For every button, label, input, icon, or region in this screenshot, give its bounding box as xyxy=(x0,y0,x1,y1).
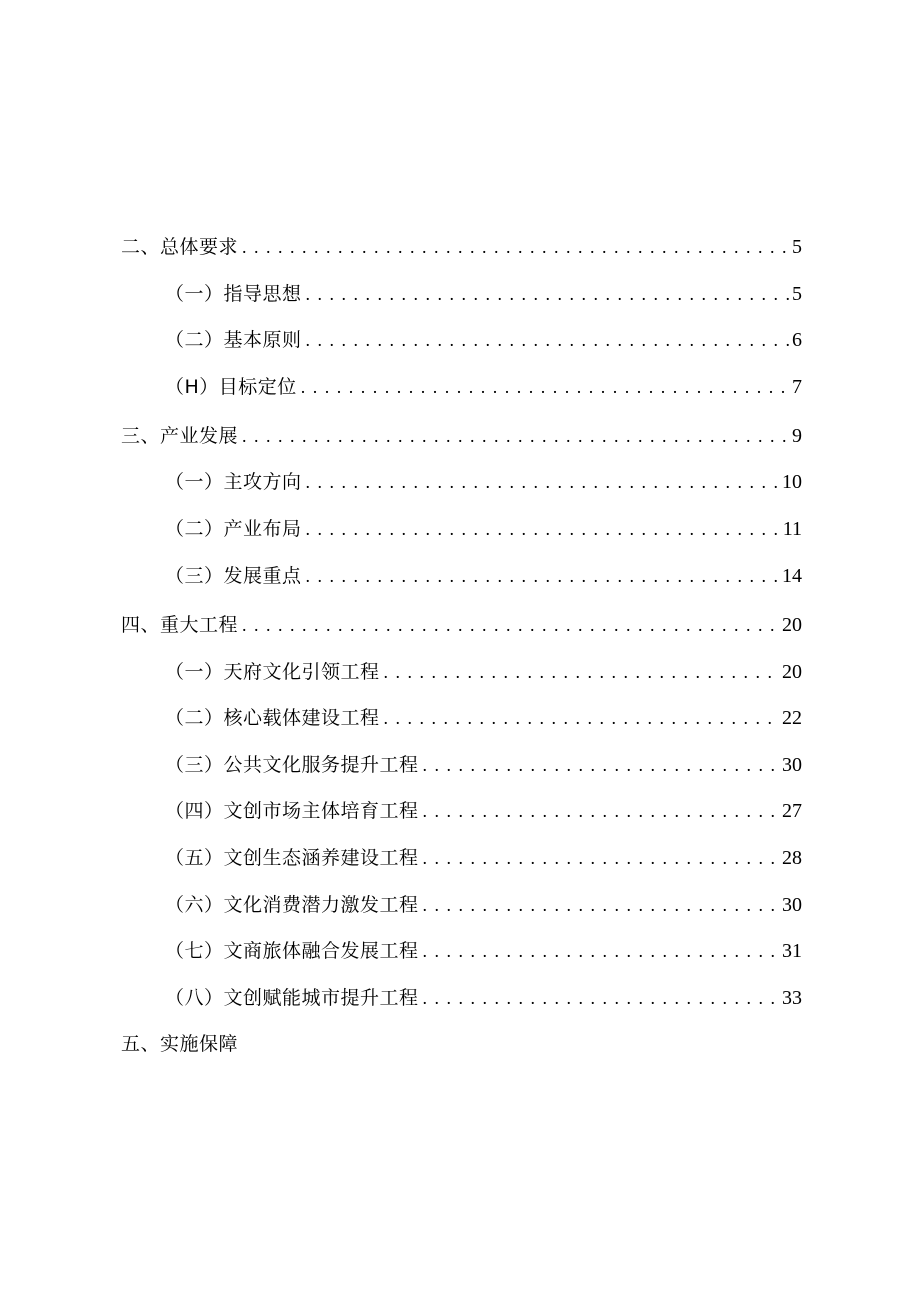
toc-entry-page: 5 xyxy=(792,236,802,258)
toc-dot-leader xyxy=(423,843,779,873)
toc-entry[interactable] xyxy=(165,843,802,873)
toc-entry-page: 20 xyxy=(782,661,802,683)
toc-dot-leader xyxy=(384,657,779,687)
toc-entry-page: 7 xyxy=(792,376,802,398)
toc-entry[interactable] xyxy=(165,796,802,826)
toc-entry-page: 22 xyxy=(782,707,802,729)
toc-entry-page: 30 xyxy=(782,754,802,776)
toc-entry[interactable] xyxy=(121,1029,238,1059)
toc-dot-leader xyxy=(306,467,779,497)
toc-entry-title: （五）文创生态涵养建设工程 xyxy=(165,847,419,869)
toc-entry-title: 四、重大工程 xyxy=(121,614,239,636)
toc-entry-title: （H）目标定位 xyxy=(165,376,297,398)
toc-entry-page: 5 xyxy=(792,283,802,305)
toc-entry-title: （七）文商旅体融合发展工程 xyxy=(165,940,419,962)
toc-entry-page: 9 xyxy=(792,425,802,447)
toc-dot-leader xyxy=(384,703,779,733)
toc-dot-leader xyxy=(306,325,789,355)
toc-entry-page: 10 xyxy=(782,471,802,493)
toc-entry-page: 11 xyxy=(782,518,802,540)
toc-entry-title: （二）基本原则 xyxy=(165,329,302,351)
toc-entry-title: （三）发展重点 xyxy=(165,565,302,587)
toc-entry-title: （八）文创赋能城市提升工程 xyxy=(165,987,419,1009)
toc-entry[interactable] xyxy=(165,279,802,309)
toc-entry[interactable] xyxy=(165,703,802,733)
toc-entry[interactable] xyxy=(165,467,802,497)
toc-entry-title: （二）产业布局 xyxy=(165,518,302,540)
toc-entry[interactable] xyxy=(165,561,802,591)
toc-dot-leader xyxy=(242,421,789,451)
toc-dot-leader xyxy=(423,936,779,966)
toc-entry-title: （四）文创市场主体培育工程 xyxy=(165,800,419,822)
toc-dot-leader xyxy=(423,750,779,780)
toc-dot-leader xyxy=(306,561,779,591)
toc-entry[interactable] xyxy=(165,983,802,1013)
toc-entry[interactable] xyxy=(121,421,802,451)
toc-entry-title: （一）天府文化引领工程 xyxy=(165,661,380,683)
toc-entry-page: 14 xyxy=(782,565,802,587)
toc-entry-title: 二、总体要求 xyxy=(121,236,239,258)
toc-entry-page: 6 xyxy=(792,329,802,351)
toc-dot-leader xyxy=(423,983,779,1013)
toc-entry-page: 31 xyxy=(782,940,802,962)
toc-entry-title: 五、实施保障 xyxy=(121,1033,239,1055)
toc-dot-leader xyxy=(306,279,789,309)
toc-dot-leader xyxy=(242,610,779,640)
toc-entry[interactable] xyxy=(165,657,802,687)
toc-entry[interactable] xyxy=(165,372,802,402)
toc-entry[interactable] xyxy=(165,890,802,920)
toc-dot-leader xyxy=(306,514,780,544)
toc-entry-title: （三）公共文化服务提升工程 xyxy=(165,754,419,776)
toc-entry-page: 27 xyxy=(782,800,802,822)
toc-entry-page: 33 xyxy=(782,987,802,1009)
toc-dot-leader xyxy=(301,372,789,402)
toc-entry-title: 三、产业发展 xyxy=(121,425,239,447)
toc-entry-page: 28 xyxy=(782,847,802,869)
toc-entry-title: （一）指导思想 xyxy=(165,283,302,305)
toc-dot-leader xyxy=(242,232,789,262)
toc-entry-title: （六）文化消费潜力激发工程 xyxy=(165,894,419,916)
toc-entry[interactable] xyxy=(165,936,802,966)
toc-dot-leader xyxy=(423,890,779,920)
toc-entry-page: 30 xyxy=(782,894,802,916)
toc-dot-leader xyxy=(423,796,779,826)
toc-entry[interactable] xyxy=(121,232,802,262)
toc-entry[interactable] xyxy=(165,514,802,544)
toc-entry[interactable] xyxy=(121,610,802,640)
toc-entry[interactable] xyxy=(165,750,802,780)
toc-entry-page: 20 xyxy=(782,614,802,636)
toc-entry-title: （一）主攻方向 xyxy=(165,471,302,493)
toc-entry[interactable] xyxy=(165,325,802,355)
toc-entry-title: （二）核心载体建设工程 xyxy=(165,707,380,729)
